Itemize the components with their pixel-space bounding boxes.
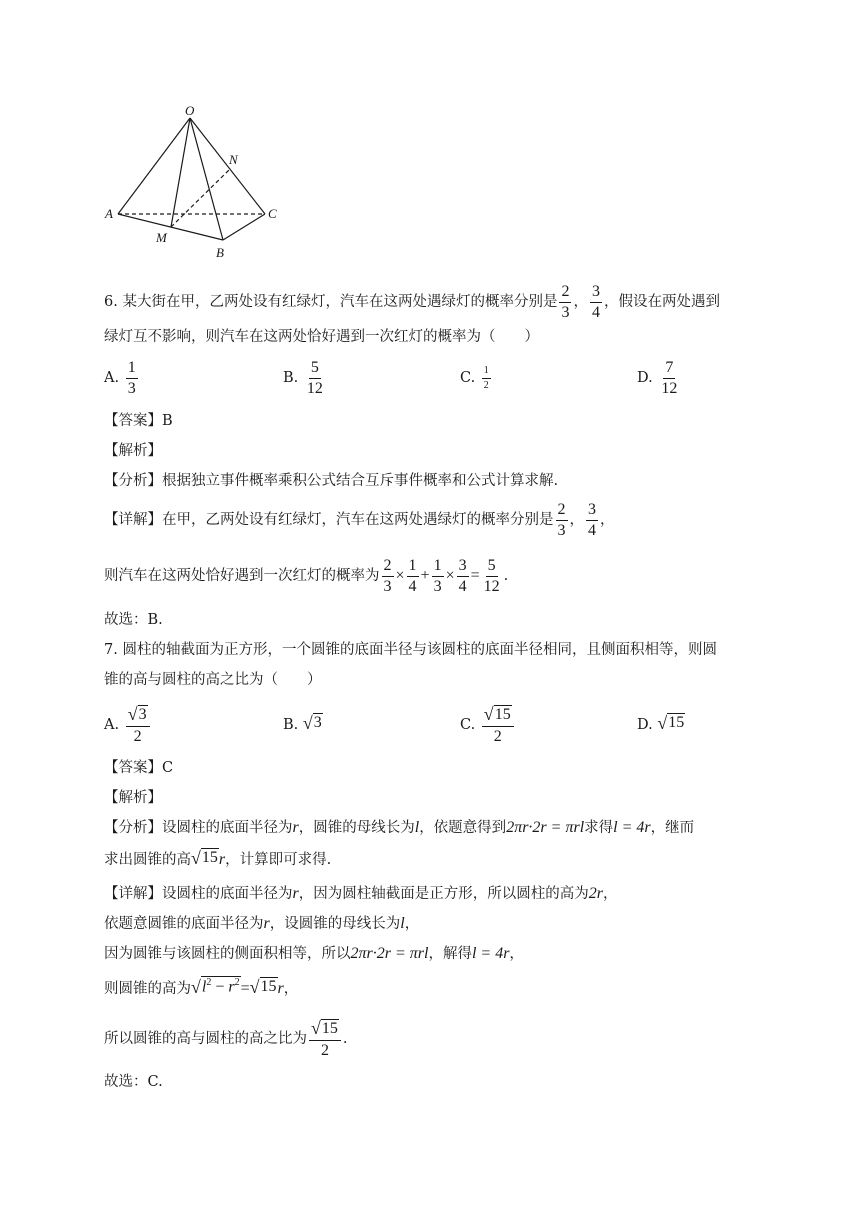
q7-option-a[interactable]: A. √ 3 2 — [104, 703, 152, 747]
q6-detail-line-2: 则汽车在这两处恰好遇到一次红灯的概率为 $\frac{2}{3}$ × $\frac{1}{4}$ + $\frac{1}{3}$ × $\frac{3}{4}$ = $\frac{5}{12}$ . — [104, 556, 509, 595]
q7-stem-line-1: 7. 圆柱的轴截面为正方形，一个圆锥的底面半径与该圆柱的底面半径相同，且侧面积相等，则圆 — [104, 642, 717, 658]
q7-answer: 【答案】C — [104, 760, 174, 776]
edge-BC — [223, 214, 265, 240]
q6-option-b[interactable]: B. $\frac{5}{12}$ — [283, 358, 323, 397]
q7-jiexi: 【解析】 — [104, 790, 162, 806]
label-M: M — [156, 230, 167, 245]
q7-option-c[interactable]: C. √ 15 2 — [460, 703, 516, 747]
q6-stem-line-1: 6. 某大街在甲，乙两处设有红绿灯，汽车在这两处遇绿灯的概率分别是 $\frac{2}{3}$ ， $\frac{3}{4}$ ，假设在两处遇到 — [104, 282, 720, 321]
q7-option-b[interactable]: B. √ 3 — [283, 713, 322, 733]
q6-option-d[interactable]: D. $\frac{7}{12}$ — [637, 358, 678, 397]
q7-fenxi-line-1: 【分析】设圆柱的底面半径为r，圆锥的母线长为l，依题意得到2πr·2r = πrl求得l = 4r，继而 — [104, 819, 695, 836]
q6-fenxi: 【分析】根据独立事件概率乘积公式结合互斥事件概率和公式计算求解. — [104, 473, 559, 489]
q6-choose: 故选：B. — [104, 612, 163, 628]
label-N: N — [229, 152, 238, 167]
label-B: B — [216, 245, 224, 260]
q7-detail-line-1: 【详解】设圆柱的底面半径为r，因为圆柱轴截面是正方形，所以圆柱的高为2r， — [104, 885, 618, 902]
q7-detail-line-5: 所以圆锥的高与圆柱的高之比为 √ 15 2 . — [104, 1018, 348, 1060]
label-A: A — [105, 206, 113, 221]
label-C: C — [268, 206, 277, 221]
q6-answer: 【答案】B — [104, 413, 173, 429]
q7-detail-line-4: 则圆锥的高为 √ $l^2 - r^2$ = √ 15 r， — [104, 977, 299, 998]
q6-stem-line-2: 绿灯互不影响，则汽车在这两处恰好遇到一次红灯的概率为（ ） — [104, 329, 539, 345]
q7-stem-line-2: 锥的高与圆柱的高之比为（ ） — [104, 672, 322, 688]
q7-option-d[interactable]: D. √ 15 — [637, 713, 685, 733]
pyramid-figure — [100, 100, 290, 265]
edge-AB — [118, 214, 223, 240]
q7-fenxi-line-2: 求出圆锥的高 √ 15 r，计算即可求得. — [104, 848, 332, 868]
q6-detail-line-1: 【详解】在甲，乙两处设有红绿灯，汽车在这两处遇绿灯的概率分别是 $\frac{2}{3}$ ， $\frac{3}{4}$ ， — [104, 500, 615, 539]
q6-prob-2: $\frac{3}{4}$ — [591, 282, 600, 321]
q6-prob-1: $\frac{2}{3}$ — [561, 282, 570, 321]
edge-OC — [190, 118, 265, 214]
edge-OA — [118, 118, 190, 214]
q6-jiexi: 【解析】 — [104, 443, 162, 459]
label-O: O — [185, 103, 195, 118]
edge-OB — [190, 118, 223, 240]
q7-choose: 故选：C. — [104, 1074, 163, 1090]
q6-option-c[interactable]: C. $\frac{1}{2}$ — [460, 364, 489, 391]
q7-detail-line-2: 依题意圆锥的底面半径为r，设圆锥的母线长为l， — [104, 915, 420, 932]
q7-detail-line-3: 因为圆锥与该圆柱的侧面积相等，所以2πr·2r = πrl，解得l = 4r， — [104, 945, 524, 962]
q6-option-a[interactable]: A. $\frac{1}{3}$ — [104, 358, 136, 397]
